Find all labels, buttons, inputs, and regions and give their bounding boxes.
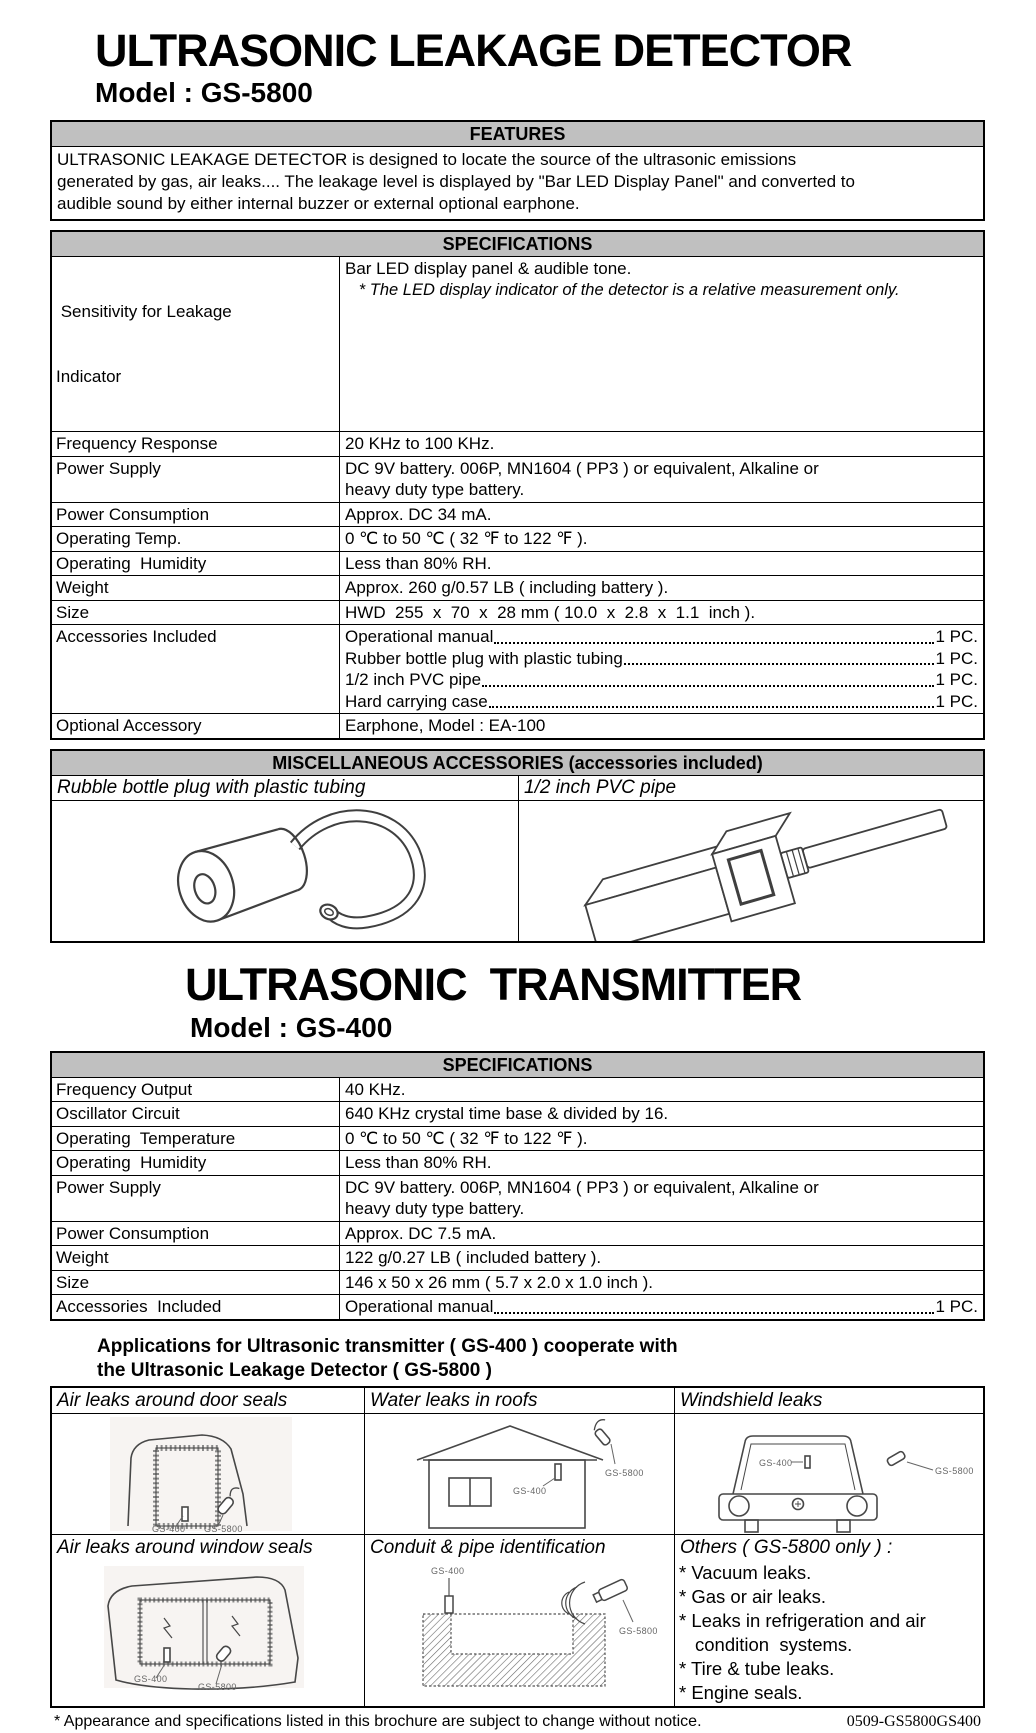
- roof-leaks-sketch: [365, 1414, 673, 1534]
- app-cell-door-seals: [52, 1388, 364, 1534]
- conduit-pipe-sketch: [365, 1560, 673, 1692]
- app-caption-others: Others ( GS-5800 only ) :: [680, 1536, 893, 1558]
- gs-5800-label: GS-5800: [605, 1467, 644, 1478]
- accessory-line: [340, 1296, 983, 1318]
- spec-label-line: Sensitivity for Leakage: [56, 302, 232, 321]
- table-row: [52, 600, 983, 625]
- others-item: condition systems.: [695, 1633, 853, 1655]
- spec-label: Accessories Included: [52, 625, 340, 713]
- accessory-qty: 1 PC.: [935, 1297, 978, 1316]
- spec-label: Power Consumption: [52, 1222, 340, 1246]
- applications-heading-line: Applications for Ultrasonic transmitter ( GS-400 ) cooperate with: [97, 1335, 678, 1357]
- spec-label: Weight: [52, 576, 340, 600]
- detector-model: Model : GS-5800: [95, 77, 313, 108]
- features-header: FEATURES: [52, 122, 983, 147]
- accessory-line: [340, 669, 983, 691]
- spec-label: Operating Humidity: [52, 552, 340, 576]
- accessory-name: Hard carrying case: [345, 691, 488, 711]
- misc-accessories-table: [50, 749, 985, 943]
- accessory-line: [340, 648, 983, 670]
- spec-value: 0 ℃ to 50 ℃ ( 32 ℉ to 122 ℉ ).: [345, 529, 588, 548]
- spec-value-line: heavy duty type battery.: [345, 1199, 525, 1218]
- dotted-leader: [494, 1312, 934, 1314]
- features-line: generated by gas, air leaks.... The leakage level is displayed by "Bar LED Display Panel" and converted to: [57, 172, 855, 191]
- spec-value: Earphone, Model : EA-100: [345, 716, 546, 735]
- footer-document-code: 0509-GS5800GS400: [846, 1712, 981, 1730]
- spec-value: [340, 1176, 983, 1221]
- features-line: ULTRASONIC LEAKAGE DETECTOR is designed to locate the source of the ultrasonic emissions: [57, 150, 797, 169]
- spec-label: Operating Temperature: [52, 1127, 340, 1151]
- pvc-pipe-illustration: [519, 801, 981, 941]
- table-row: [52, 1101, 983, 1126]
- spec-label: Accessories Included: [52, 1295, 340, 1319]
- accessory-qty: 1 PC.: [935, 648, 978, 668]
- accessory-name: 1/2 inch PVC pipe: [345, 670, 482, 689]
- spec-value: [340, 257, 983, 431]
- table-row: [52, 1270, 983, 1295]
- pvc-pipe-sketch: [519, 801, 983, 941]
- features-text: [52, 147, 983, 219]
- spec-value: Approx. 260 g/0.57 LB ( including battery ).: [345, 578, 669, 597]
- spec-value: 122 g/0.27 LB ( included battery ).: [345, 1248, 602, 1267]
- gs-400-label: GS-400: [431, 1565, 465, 1576]
- app-cell-others: [674, 1534, 983, 1706]
- detector-spec-table: [50, 230, 985, 740]
- spec-label: Frequency Output: [52, 1078, 340, 1102]
- app-caption: Air leaks around window seals: [57, 1536, 313, 1558]
- gs-400-label: GS-400: [134, 1673, 168, 1684]
- spec-value-note: * The LED display indicator of the detector is a relative measurement only.: [345, 280, 900, 299]
- features-line: audible sound by either internal buzzer or external optional earphone.: [57, 194, 580, 213]
- others-item: * Leaks in refrigeration and air: [679, 1609, 926, 1631]
- spec-label: [52, 257, 340, 431]
- table-row: [52, 1126, 983, 1151]
- spec-label: Power Supply: [52, 457, 340, 502]
- app-caption: Air leaks around door seals: [52, 1388, 364, 1414]
- misc-caption-plug: Rubble bottle plug with plastic tubing: [52, 776, 519, 800]
- spec-value: HWD 255 x 70 x 28 mm ( 10.0 x 2.8 x 1.1 inch ).: [345, 602, 756, 622]
- table-row: [52, 1078, 983, 1102]
- accessory-line: [340, 691, 983, 713]
- gs-5800-label: GS-5800: [204, 1523, 243, 1534]
- table-row: [52, 575, 983, 600]
- spec-label: Size: [52, 601, 340, 625]
- spec-value: 40 KHz.: [345, 1079, 406, 1099]
- spec-value: [340, 457, 983, 502]
- table-row: [52, 431, 983, 456]
- spec-value: [340, 1295, 983, 1319]
- windshield-leaks-sketch: [675, 1414, 982, 1534]
- table-row: [52, 1175, 983, 1221]
- rubber-plug-sketch: [52, 801, 519, 941]
- spec-value: Less than 80% RH.: [345, 553, 492, 573]
- table-row: [52, 526, 983, 551]
- app-cell-conduit-pipe: [364, 1534, 674, 1706]
- spec-label: Weight: [52, 1246, 340, 1270]
- gs-5800-label: GS-5800: [198, 1681, 237, 1692]
- footer: [50, 1708, 985, 1733]
- spec-value: 640 KHz crystal time base & divided by 16.: [345, 1104, 669, 1123]
- dotted-leader: [494, 642, 934, 644]
- spec-label-line: Indicator: [56, 366, 122, 386]
- table-row: [52, 551, 983, 576]
- spec-label: Power Supply: [52, 1176, 340, 1221]
- dotted-leader: [489, 706, 935, 708]
- spec-label: Oscillator Circuit: [52, 1102, 340, 1126]
- footer-note: * Appearance and specifications listed in this brochure are subject to change without notice.: [54, 1712, 702, 1730]
- others-item: * Tire & tube leaks.: [679, 1657, 835, 1679]
- accessory-name: Operational manual: [345, 1297, 494, 1316]
- app-cell-windshield-leaks: [674, 1388, 983, 1534]
- transmitter-spec-header: SPECIFICATIONS: [52, 1053, 983, 1078]
- dotted-leader: [482, 685, 934, 687]
- table-row: [52, 1150, 983, 1175]
- transmitter-spec-table: [50, 1051, 985, 1321]
- gs-5800-label: GS-5800: [935, 1465, 974, 1476]
- detector-title: ULTRASONIC LEAKAGE DETECTOR: [95, 25, 852, 76]
- app-caption: Water leaks in roofs: [365, 1388, 674, 1414]
- window-seals-sketch: [52, 1560, 362, 1692]
- table-row: [52, 257, 983, 431]
- spec-value-line: Bar LED display panel & audible tone.: [345, 259, 632, 278]
- detector-spec-header: SPECIFICATIONS: [52, 232, 983, 257]
- accessory-qty: 1 PC.: [935, 627, 978, 646]
- features-table: [50, 120, 985, 221]
- misc-caption-pipe: 1/2 inch PVC pipe: [524, 776, 677, 798]
- applications-heading-line: the Ultrasonic Leakage Detector ( GS-5800 ): [97, 1359, 492, 1381]
- spec-value: Less than 80% RH.: [345, 1153, 492, 1172]
- misc-header: MISCELLANEOUS ACCESSORIES (accessories included): [52, 751, 983, 776]
- accessory-name: Rubber bottle plug with plastic tubing: [345, 648, 623, 668]
- table-row: [52, 1294, 983, 1319]
- spec-label: Size: [52, 1271, 340, 1295]
- spec-label: Optional Accessory: [52, 714, 340, 738]
- accessory-line: [340, 626, 983, 648]
- app-cell-window-seals: [52, 1534, 364, 1706]
- others-item: * Engine seals.: [679, 1681, 803, 1703]
- spec-label: Operating Humidity: [52, 1151, 340, 1175]
- table-row: [52, 624, 983, 713]
- app-caption: Conduit & pipe identification: [370, 1536, 606, 1558]
- table-row: [52, 502, 983, 527]
- applications-table: [50, 1386, 985, 1708]
- door-seals-sketch: [52, 1414, 362, 1534]
- spec-value: 20 KHz to 100 KHz.: [345, 434, 495, 453]
- spec-value: 0 ℃ to 50 ℃ ( 32 ℉ to 122 ℉ ).: [345, 1128, 588, 1148]
- others-item: * Gas or air leaks.: [679, 1585, 827, 1607]
- spec-value-line: DC 9V battery. 006P, MN1604 ( PP3 ) or equivalent, Alkaline or: [345, 1177, 819, 1197]
- gs-5800-label: GS-5800: [619, 1625, 658, 1636]
- app-cell-roof-leaks: [364, 1388, 674, 1534]
- spec-value: Approx. DC 34 mA.: [345, 504, 492, 524]
- gs-400-label: GS-400: [513, 1485, 547, 1496]
- spec-value-line: DC 9V battery. 006P, MN1604 ( PP3 ) or equivalent, Alkaline or: [345, 458, 819, 478]
- spec-label: Frequency Response: [52, 432, 340, 456]
- rubber-plug-illustration: [52, 801, 517, 941]
- transmitter-model: Model : GS-400: [190, 1011, 393, 1043]
- dotted-leader: [624, 663, 935, 665]
- table-row: [52, 456, 983, 502]
- applications-heading: [97, 1335, 985, 1383]
- others-item: * Vacuum leaks.: [679, 1561, 812, 1583]
- accessory-name: Operational manual: [345, 627, 494, 646]
- app-caption: Windshield leaks: [675, 1388, 983, 1414]
- gs-400-label: GS-400: [759, 1457, 793, 1468]
- transmitter-title: ULTRASONIC TRANSMITTER: [185, 958, 802, 1010]
- table-row: [52, 1221, 983, 1246]
- spec-label: Power Consumption: [52, 503, 340, 527]
- misc-captions: [52, 776, 983, 801]
- spec-value-line: heavy duty type battery.: [345, 480, 525, 499]
- gs-400-label: GS-400: [152, 1523, 186, 1534]
- spec-label: Operating Temp.: [52, 527, 340, 551]
- others-list: [675, 1560, 983, 1706]
- table-row: [52, 713, 983, 738]
- spec-value: [340, 625, 983, 713]
- accessory-qty: 1 PC.: [935, 670, 978, 689]
- misc-artwork-row: [52, 801, 983, 941]
- table-row: [52, 1245, 983, 1270]
- spec-value: 146 x 50 x 26 mm ( 5.7 x 2.0 x 1.0 inch ).: [345, 1272, 654, 1292]
- accessory-qty: 1 PC.: [935, 691, 978, 711]
- spec-value: Approx. DC 7.5 mA.: [345, 1223, 497, 1243]
